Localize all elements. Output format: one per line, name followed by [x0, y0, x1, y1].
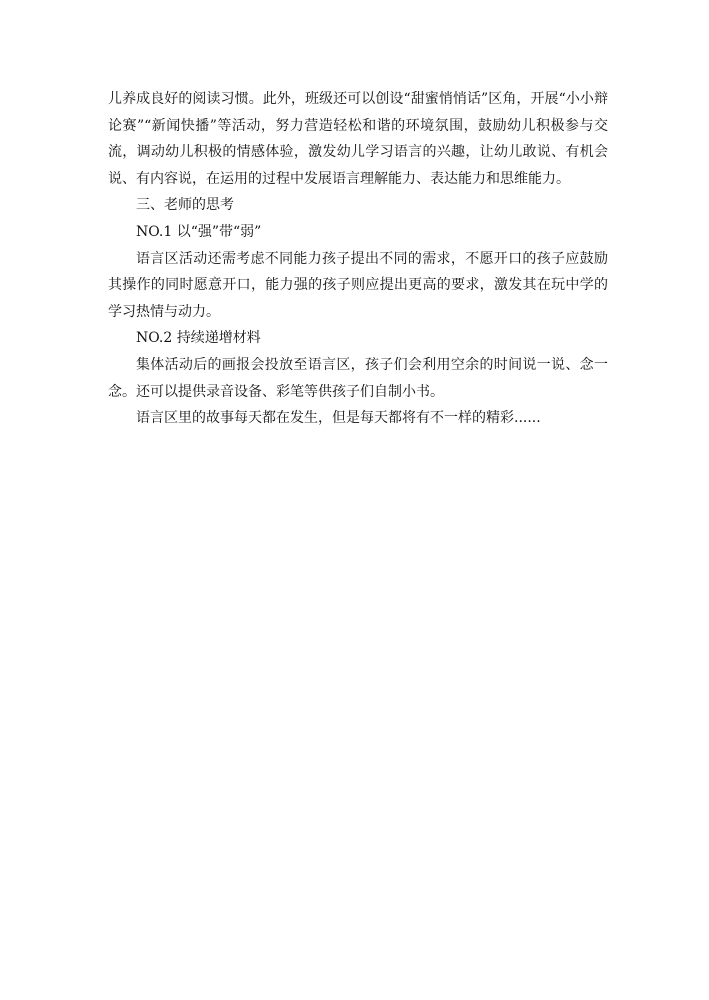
body-paragraph-no2: 集体活动后的画报会投放至语言区，孩子们会利用空余的时间说一说、念一念。还可以提供录音设备、彩笔等供孩子们自制小书。 [108, 356, 608, 400]
subheading-no2: NO.2 持续递增材料 [136, 330, 261, 347]
body-paragraph-continued: 儿养成良好的阅读习惯。此外，班级还可以创设“甜蜜悄悄话”区角，开展“小小辩论赛”“新闻快播”等活动，努力营造轻松和谐的环境氛围，鼓励幼儿积极参与交流，调动幼儿积极的情感体验，激发幼儿学习语言的兴趣，让幼儿敢说、有机会说、有内容说，在运用的过程中发展语言理解能力、表达能力和思维能力。 [108, 91, 608, 187]
subheading-no1: NO.1 以“强”带“弱” [136, 223, 262, 240]
document-page [108, 86, 608, 432]
closing-paragraph: 语言区里的故事每天都在发生，但是每天都将有不一样的精彩...... [136, 410, 541, 427]
section-heading-teacher-reflection: 三、老师的思考 [136, 197, 234, 214]
body-paragraph-no1: 语言区活动还需考虑不同能力孩子提出不同的需求，不愿开口的孩子应鼓励其操作的同时愿意开口，能力强的孩子则应提出更高的要求，激发其在玩中学的学习热情与动力。 [108, 250, 608, 320]
